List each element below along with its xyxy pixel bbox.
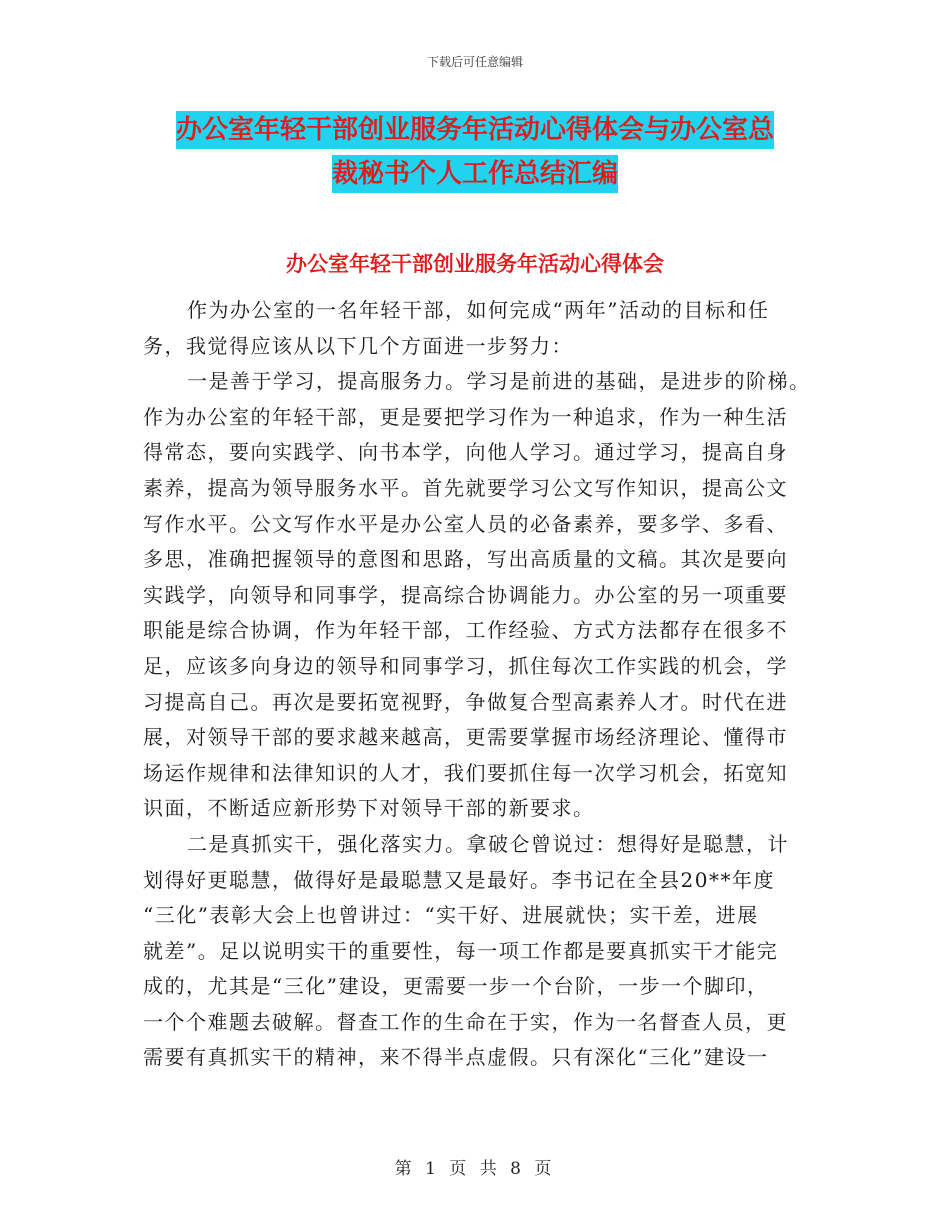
paragraph-line: 展，对领导干部的要求越来越高，更需要掌握市场经济理论、懂得市 (143, 725, 788, 750)
paragraph-line: “三化”表彰大会上也曾讲过：“实干好、进展就快；实干差，进展 (143, 903, 759, 928)
document-title-line-1 (0, 113, 950, 147)
paragraph-line: 务，我觉得应该从以下几个方面进一步努力： (143, 333, 573, 358)
paragraph-line: 素养，提高为领导服务水平。首先就要学习公文写作知识，提高公文 (143, 475, 788, 500)
paragraph-line: 足，应该多向身边的领导和同事学习，抓住每次工作实践的机会，学 (143, 653, 788, 678)
paragraph-line: 二是真抓实干，强化落实力。拿破仑曾说过：想得好是聪慧，计 (187, 831, 789, 856)
header-note: 下载后可任意编辑 (426, 55, 523, 69)
paragraph-line: 一是善于学习，提高服务力。学习是前进的基础，是进步的阶梯。 (187, 369, 811, 394)
paragraph-line: 场运作规律和法律知识的人才，我们要抓住每一次学习机会，拓宽知 (143, 760, 788, 785)
section-title: 办公室年轻干部创业服务年活动心得体会 (286, 252, 664, 276)
paragraph-line: 写作水平。公文写作水平是办公室人员的必备素养，要多学、多看、 (143, 511, 788, 536)
paragraph-line: 成的，尤其是“三化”建设，更需要一步一个台阶，一步一个脚印， (143, 974, 769, 999)
paragraph-line: 习提高自己。再次是要拓宽视野，争做复合型高素养人才。时代在进 (143, 689, 788, 714)
paragraph-line: 实践学，向领导和同事学，提高综合协调能力。办公室的另一项重要 (143, 582, 788, 607)
paragraph-line: 作为办公室的一名年轻干部，如何完成“两年”活动的目标和任 (187, 298, 770, 322)
title-highlight-2: 裁秘书个人工作总结汇编 (332, 155, 618, 193)
document-title-line-2 (0, 157, 950, 191)
paragraph-line: 职能是综合协调，作为年轻干部，工作经验、方式方法都存在很多不 (143, 618, 788, 643)
paragraph-line: 需要有真抓实干的精神，来不得半点虚假。只有深化“三化”建设一 (143, 1045, 769, 1070)
paragraph-line: 识面，不断适应新形势下对领导干部的新要求。 (143, 796, 595, 821)
paragraph-line: 划得好更聪慧，做得好是最聪慧又是最好。李书记在全县20**年度 (143, 867, 775, 892)
paragraph-line: 得常态，要向实践学、向书本学，向他人学习。通过学习，提高自身 (143, 440, 788, 465)
paragraph-line: 作为办公室的年轻干部，更是要把学习作为一种追求，作为一种生活 (143, 404, 788, 429)
body-text (143, 293, 811, 1076)
paragraph-line: 多思，准确把握领导的意图和思路，写出高质量的文稿。其次是要向 (143, 547, 788, 572)
paragraph-line: 一个个难题去破解。督查工作的生命在于实，作为一名督查人员，更 (143, 1009, 788, 1034)
page-number: 第 1 页 共 8 页 (394, 1159, 556, 1179)
title-highlight-1: 办公室年轻干部创业服务年活动心得体会与办公室总 (176, 111, 774, 149)
paragraph-line: 就差”。足以说明实干的重要性，每一项工作都是要真抓实干才能完 (143, 938, 779, 963)
